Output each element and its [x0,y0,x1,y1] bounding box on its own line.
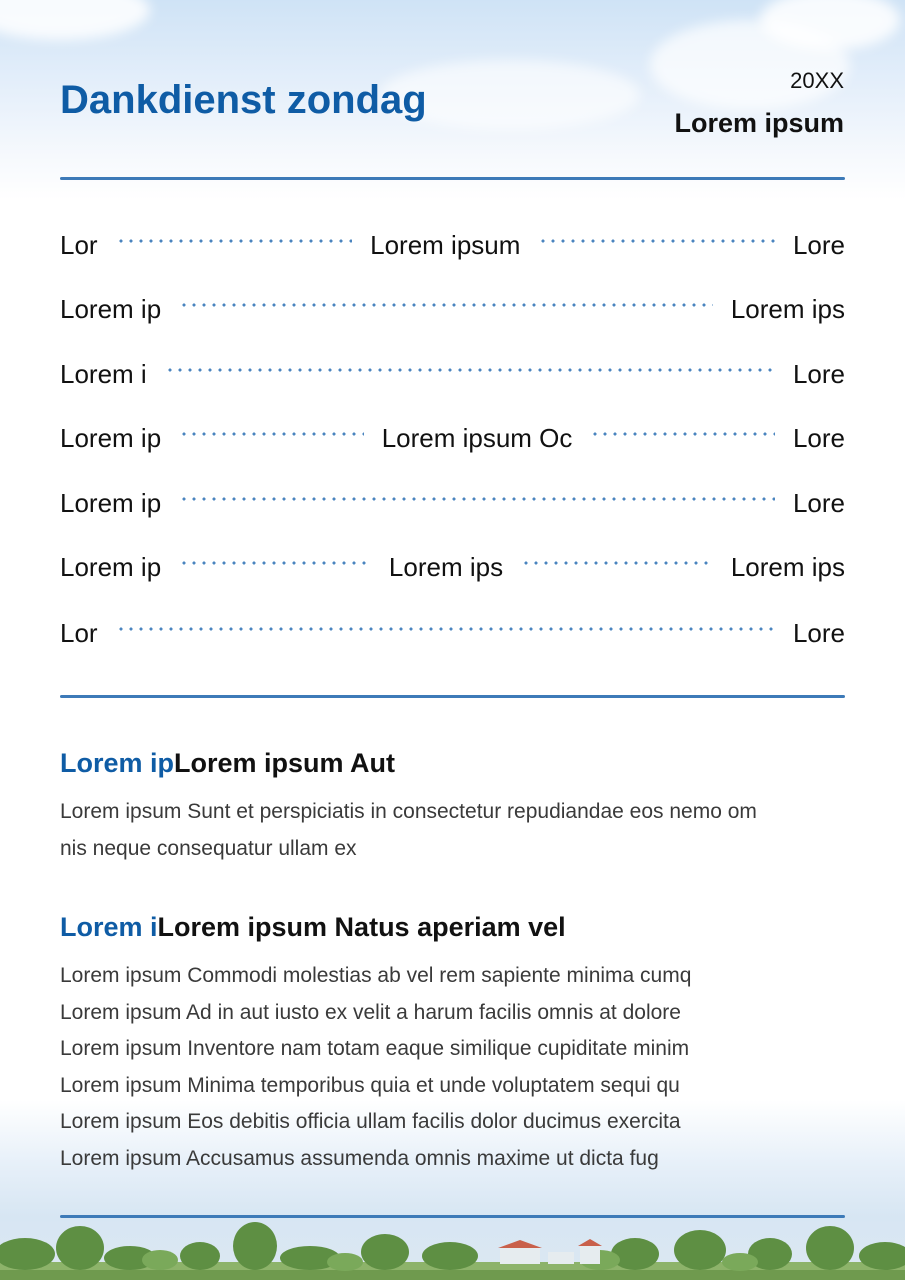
program-item-middle: Lorem ips [388,551,504,582]
body-line: Lorem ipsum Accusamus assumenda omnis maxime ut dicta fug [60,1146,659,1170]
program-item-right: Lore [792,358,845,389]
divider-top [60,177,845,180]
body-line: Lorem ipsum Sunt et perspiciatis in consectetur repudiandae eos nemo om [60,800,757,823]
program-item-right: Lore [792,617,845,648]
body-line: Lorem ipsum Ad in aut iusto ex velit a harum facilis omnis at dolore [60,1000,681,1024]
divider-middle [60,695,845,698]
body-line: Lorem ipsum Minima temporibus quia et unde voluptatem sequi qu [60,1073,680,1097]
program-item-left: Lorem ip [60,551,162,582]
program-item-right: Lorem ips [730,551,845,582]
dotted-leader [590,432,775,436]
section-heading-accent: Lorem i [60,912,158,942]
section-body [60,794,850,867]
program-item-left: Lorem ip [60,293,162,324]
section-heading [60,748,395,779]
dotted-leader [116,627,775,631]
program-item-left: Lorem ip [60,422,162,453]
dotted-leader [538,239,775,243]
program-row [60,215,845,275]
program-item-right: Lore [792,229,845,260]
program-row [60,344,845,404]
program-item-right: Lore [792,422,845,453]
program-row [60,408,845,468]
program-row [60,603,845,663]
dotted-leader [116,239,353,243]
body-line: Lorem ipsum Eos debitis officia ullam facilis dolor ducimus exercita [60,1110,681,1133]
program-row [60,537,845,597]
header-subtitle: Lorem ipsum [674,108,844,138]
program-item-right: Lorem ips [730,293,845,324]
section-heading-text: Lorem ipsum Natus aperiam vel [157,912,566,942]
page-title: Dankdienst zondag [60,78,427,122]
dotted-leader [179,432,364,436]
program-item-middle: Lorem ipsum Oc [381,422,573,453]
section-heading-accent: Lorem ip [60,748,175,778]
body-line: Lorem ipsum Commodi molestias ab vel rem sapiente minima cumq [60,964,692,987]
program-item-left: Lorem ip [60,487,162,518]
section-heading [60,912,566,943]
dotted-leader [521,561,713,565]
program-row [60,279,845,339]
program-item-left: Lor [60,229,98,260]
program-row [60,473,845,533]
program-item-left: Lor [60,617,98,648]
program-item-right: Lore [792,487,845,518]
section-heading-text: Lorem ipsum Aut [174,748,396,778]
section-body [60,958,850,1177]
body-line: Lorem ipsum Inventore nam totam eaque similique cupiditate minim [60,1037,690,1060]
body-line: nis neque consequatur ullam ex [60,836,357,860]
dotted-leader [165,368,775,372]
program-item-left: Lorem i [60,358,147,389]
program-item-middle: Lorem ipsum [370,229,521,260]
year-label: 20XX [790,68,844,93]
dotted-leader [179,561,371,565]
dotted-leader [179,303,713,307]
dotted-leader [179,497,775,501]
divider-bottom [60,1215,845,1218]
